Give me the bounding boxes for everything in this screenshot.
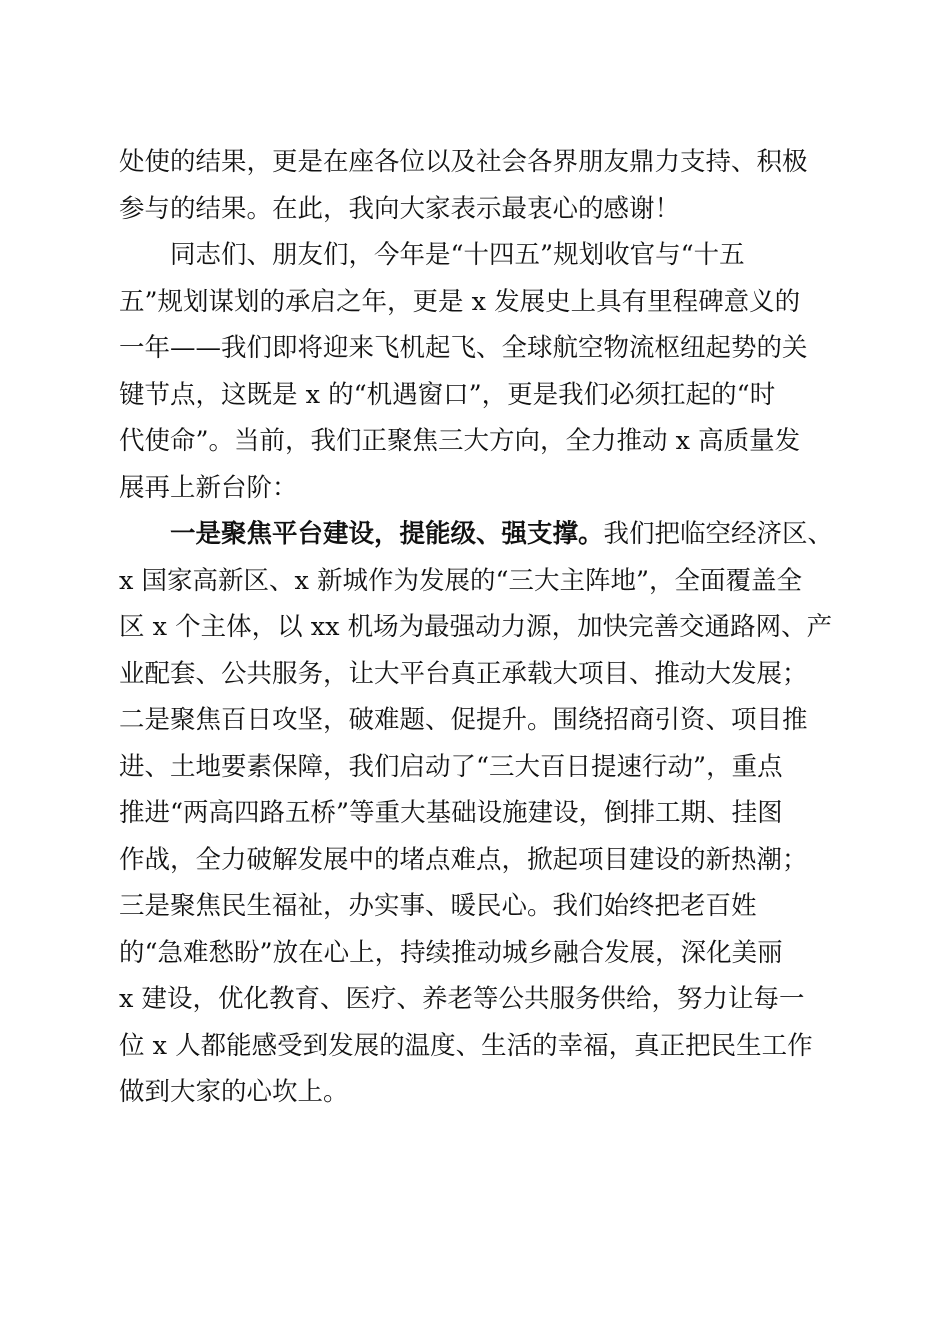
text-line: x 国家高新区、x 新城作为发展的“三大主阵地”，全面覆盖全 [119,566,803,596]
text-line: 的“急难愁盼”放在心上，持续推动城乡融合发展，深化美丽 [119,938,783,968]
section-text: 我们把临空经济区、 [603,519,834,549]
text-line: 进、土地要素保障，我们启动了“三大百日提速行动”，重点 [119,752,783,782]
text-line: 处使的结果，更是在座各位以及社会各界朋友鼎力支持、积极 [119,147,808,177]
text-line: x 建设，优化教育、医疗、养老等公共服务供给，努力让每一 [119,984,805,1014]
text-line: 代使命”。当前，我们正聚焦三大方向，全力推动 x 高质量发 [119,426,801,456]
text-line: 二是聚焦百日攻坚，破难题、促提升。围绕招商引资、项目推 [119,705,808,735]
text-line: 业配套、公共服务，让大平台真正承载大项目、推动大发展； [119,659,808,689]
text-line: 键节点，这既是 x 的“机遇窗口”，更是我们必须扛起的“时 [119,380,776,410]
text-line: 五”规划谋划的承启之年，更是 x 发展史上具有里程碑意义的 [119,287,801,317]
text-line: 区 x 个主体，以 xx 机场为最强动力源，加快完善交通路网、产 [119,612,833,642]
text-line: 作战，全力破解发展中的堵点难点，掀起项目建设的新热潮； [119,845,808,875]
text-line: 一年——我们即将迎来飞机起飞、全球航空物流枢纽起势的关 [119,333,808,363]
text-line: 三是聚焦民生福祉，办实事、暖民心。我们始终把老百姓 [119,891,757,921]
text-line: 位 x 人都能感受到发展的温度、生活的幸福，真正把民生工作 [119,1031,813,1061]
text-line: 参与的结果。在此，我向大家表示最衷心的感谢！ [119,194,681,224]
text-line: 同志们、朋友们，今年是“十四五”规划收官与“十五 [170,240,745,270]
section-heading: 一是聚焦平台建设，提能级、强支撑。 [170,519,604,549]
text-line: 推进“两高四路五桥”等重大基础设施建设，倒排工期、挂图 [119,798,783,828]
text-line [170,519,833,549]
text-line: 展再上新台阶： [119,473,298,503]
text-line: 做到大家的心坎上。 [119,1077,349,1107]
